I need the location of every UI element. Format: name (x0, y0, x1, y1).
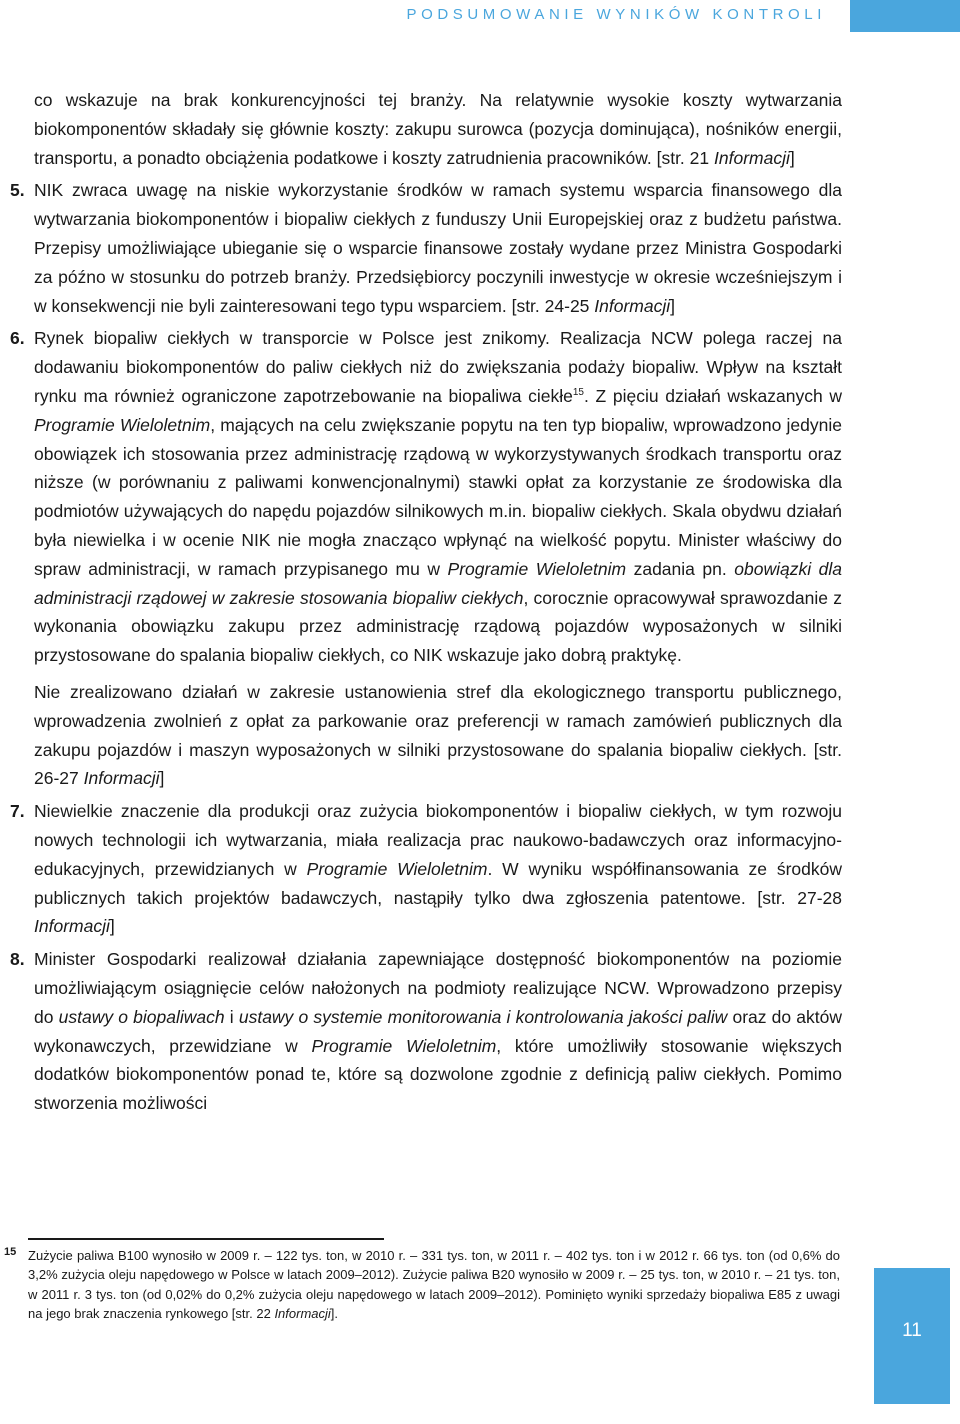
finding-7: 7. Niewielkie znaczenie dla produkcji oraz zużycia biokomponentów i biopaliw ciekłych, w tym rozwoju nowych technologii ich wytwarzania, miała realizacja prac naukowo-badawczych oraz informacyjno-edukacyjnych, przewidzianych w Programie Wieloletnim. W wyniku współfinansowania ze środków publicznych takich projektów badawczych, nastąpiły tylko dwa zgłoszenia patentowe. [str. 27-28 Informacji] (34, 797, 842, 941)
finding-number: 8. (10, 949, 25, 970)
header-color-block (850, 0, 960, 32)
footnote-divider (28, 1238, 384, 1240)
finding-6: 6. Rynek biopaliw ciekłych w transporcie w Polsce jest znikomy. Realizacja NCW polega raczej na dodawaniu biokomponentów do paliw ciekłych niż do zwiększania podaży biopaliw. Wpływ na kształt rynku ma również ograniczone zapotrzebowanie na biopaliwa ciekłe$^{15}$. Z pięciu działań wskazanych w Programie Wieloletnim, mających na celu zwiększanie popytu na ten typ biopaliw, wprowadzono jedynie obowiązek ich stosowania przez administrację rządową w wykorzystywanych środkach transportu oraz niższe (w porównaniu z paliwami konwencjonalnymi) stawki opłat za korzystanie ze środowiska dla podmiotów używających do napędu pojazdów silnikowych m.in. biopaliw ciekłych. Skala obydwu działań była niewielka i w ocenie NIK nie mogła znacząco wpłynąć na wielkość popytu. Minister właściwy do spraw administracji, w ramach przypisanego mu w Programie Wieloletnim zadania pn. obowiązki dla administracji rządowej w zakresie stosowania biopaliw ciekłych, corocznie opracowywał sprawozdanie z wykonania obowiązku zakupu przez administrację rządową pojazdów wyposażonych w silniki przystosowane do spalania biopaliw ciekłych, co NIK wskazuje jako dobrą praktykę. (34, 324, 842, 670)
footnote-number: 15 (4, 1246, 17, 1258)
finding-number: 5. (10, 180, 25, 201)
paragraph-intro: co wskazuje na brak konkurencyjności tej branży. Na relatywnie wysokie koszty wytwarzania biokomponentów składały się głównie koszty: zakupu surowca (pozycja dominująca), nośników energii, transportu, a ponadto obciążenia podatkowe i koszty zatrudnienia pracowników. [str. 21 Informacji] (34, 90, 842, 168)
finding-number: 6. (10, 328, 25, 349)
page-number: 11 (902, 1320, 922, 1341)
paragraph-extra: Nie zrealizowano działań w zakresie ustanowienia stref dla ekologicznego transportu publicznego, wprowadzenia zwolnień z opłat za parkowanie oraz preferencji w ramach zamówień publicznych dla zakupu pojazdów i maszyn wyposażonych w silniki przystosowane do spalania biopaliw ciekłych. [str. 26-27 Informacji] (34, 681, 842, 789)
footnote-text: Zużycie paliwa B100 wynosiło w 2009 r. – 122 tys. ton, w 2010 r. – 331 tys. ton, w 2011 r. – 402 tys. ton i w 2012 r. 66 tys. ton (od 0,6% do 3,2% zużycia oleju napędowego w Polsce w latach 2009–2012). Zużycie paliwa B20 wynosiło w 2009 r. – 25 tys. ton, w 2010 r. – 21 tys. ton, w 2011 r. 3 tys. ton (od 0,02% do 0,2% zużycia oleju napędowego w latach 2009–2012). Pominięto wyniki sprzedaży biopaliwa E85 z uwagi na jego brak znaczenia rynkowego [str. 22 Informacji]. (28, 1248, 840, 1322)
finding-5: 5. NIK zwraca uwagę na niskie wykorzystanie środków w ramach systemu wsparcia finansowego dla wytwarzania biokomponentów i biopaliw ciekłych z funduszy Unii Europejskiej oraz z budżetu państwa. Przepisy umożliwiające ubieganie się o wsparcie finansowe zostały wydane przez Ministra Gospodarki za późno w stosunku do potrzeb branży. Przedsiębiorcy poczynili inwestycje w okresie wcześniejszym i w konsekwencji nie byli zainteresowani tego typu wsparciem. [str. 24-25 Informacji] (34, 176, 842, 320)
running-header: PODSUMOWANIE WYNIKÓW KONTROLI (406, 6, 826, 23)
finding-8: 8. Minister Gospodarki realizował działania zapewniające dostępność biokomponentów na poziomie umożliwiającym osiągnięcie celów nałożonych na podmioty realizujące NCW. Wprowadzono przepisy do ustawy o biopaliwach i ustawy o systemie monitorowania i kontrolowania jakości paliw oraz do aktów wykonawczych, przewidziane w Programie Wieloletnim, które umożliwiły stosowanie większych dodatków biokomponentów ponad te, które są dozwolone zgodnie z definicją paliw ciekłych. Pomimo stworzenia możliwości (34, 945, 842, 1118)
finding-number: 7. (10, 801, 25, 822)
footnote-ref[interactable]: 15 (572, 387, 584, 399)
main-text (10, 86, 843, 1118)
